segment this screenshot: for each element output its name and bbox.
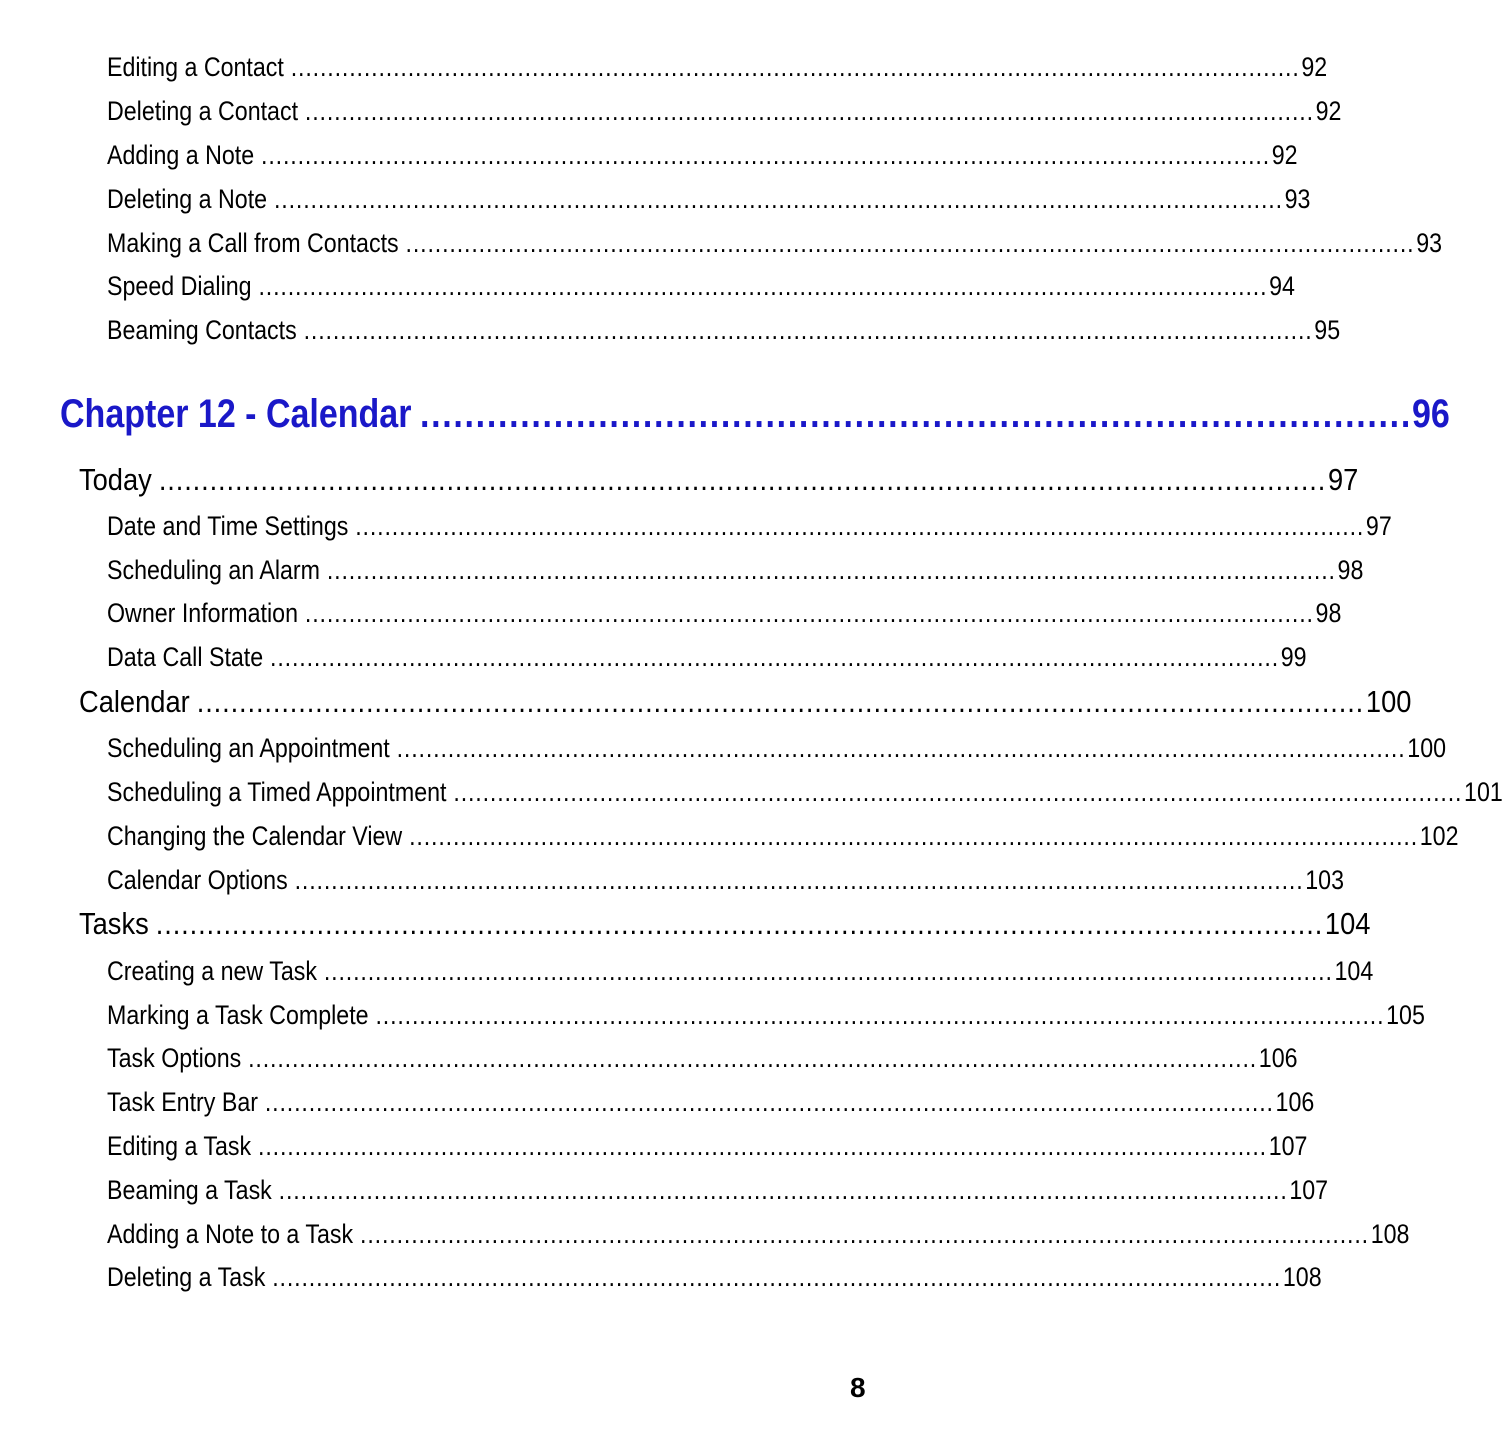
toc-entry-page: 107	[1268, 1131, 1308, 1161]
toc-entry-page: 107	[1289, 1175, 1329, 1205]
dot-leader: ..........................................................................................................................................	[270, 642, 1280, 672]
toc-entry[interactable]	[107, 821, 1459, 852]
toc-entry[interactable]	[107, 511, 1392, 542]
toc-entry-page: 94	[1269, 271, 1295, 301]
toc-entry[interactable]	[107, 1131, 1308, 1162]
toc-entry-page: 103	[1305, 865, 1345, 895]
toc-entry-label: Calendar Options	[107, 865, 288, 895]
toc-entry-label: Beaming Contacts	[107, 315, 297, 345]
toc-entry-label: Task Entry Bar	[107, 1087, 258, 1117]
toc-entry-label: Task Options	[107, 1043, 242, 1073]
toc-section-label: Today	[79, 462, 152, 497]
toc-entry[interactable]	[107, 1262, 1322, 1293]
toc-entry-label: Marking a Task Complete	[107, 1000, 369, 1030]
dot-leader: ..........................................................................................................................................	[248, 1043, 1258, 1073]
toc-section-page: 104	[1324, 906, 1371, 941]
toc-entry-label: Owner Information	[107, 598, 299, 628]
toc-entry[interactable]	[107, 271, 1295, 302]
toc-section-label: Tasks	[79, 906, 149, 941]
toc-entry-page: 106	[1275, 1087, 1315, 1117]
toc-entry[interactable]	[107, 1043, 1298, 1074]
toc-entry-page: 106	[1258, 1043, 1298, 1073]
dot-leader: ..........................................................................................................................................	[355, 511, 1365, 541]
dot-leader: ..........................................................................................................................................	[304, 96, 1314, 126]
dot-leader: ..........................................................................................................................................	[294, 865, 1304, 895]
toc-entry[interactable]	[107, 865, 1345, 896]
toc-entry[interactable]	[107, 555, 1364, 586]
toc-entry-label: Editing a Contact	[107, 52, 284, 82]
dot-leader: ..........................................................................................................................................	[158, 462, 1327, 497]
dot-leader: ..........................................................................................................................................	[453, 777, 1463, 807]
toc-entry-label: Deleting a Task	[107, 1262, 266, 1292]
toc-entry-label: Adding a Note to a Task	[107, 1219, 354, 1249]
dot-leader: ..........................................................................................................................................	[405, 228, 1415, 258]
toc-entry-label: Beaming a Task	[107, 1175, 272, 1205]
toc-entry-page: 93	[1284, 184, 1311, 214]
dot-leader: ..........................................................................................................................................	[375, 1000, 1385, 1030]
toc-entry-page: 105	[1386, 1000, 1425, 1030]
toc-entry-label: Editing a Task	[107, 1131, 252, 1161]
toc-entry-page: 102	[1419, 821, 1459, 851]
toc-entry[interactable]	[107, 96, 1342, 127]
dot-leader: ..........................................................................................................................................	[264, 1087, 1274, 1117]
toc-entry[interactable]	[107, 733, 1447, 764]
dot-leader: ..........................................................................................................................................	[409, 821, 1419, 851]
toc-section-tasks[interactable]	[79, 906, 1371, 942]
dot-leader: ..........................................................................................................................................	[258, 271, 1268, 301]
chapter-page: 96	[1411, 392, 1450, 436]
toc-entry-label: Changing the Calendar View	[107, 821, 403, 851]
toc-entry[interactable]	[107, 140, 1298, 171]
dot-leader: ..........................................................................................................................................	[396, 733, 1406, 763]
toc-entry-page: 92	[1315, 96, 1342, 126]
toc-entry-page: 100	[1407, 733, 1447, 763]
toc-entry[interactable]	[107, 1175, 1329, 1206]
dot-leader: ..........................................................................................................................................	[155, 906, 1324, 941]
toc-entry[interactable]	[107, 777, 1503, 808]
dot-leader: ..........................................................................................................................................	[323, 956, 1333, 986]
toc-entry[interactable]	[107, 52, 1328, 83]
dot-leader: ..........................................................................................................................................	[196, 684, 1365, 719]
toc-entry-label: Data Call State	[107, 642, 264, 672]
toc-entry[interactable]	[107, 315, 1341, 346]
toc-entry-page: 95	[1314, 315, 1341, 345]
dot-leader: ..........................................................................................................................................	[278, 1175, 1288, 1205]
toc-entry-page: 101	[1464, 777, 1503, 807]
toc-section-today[interactable]	[79, 462, 1359, 498]
dot-leader: ..........................................................................................................................................	[261, 140, 1271, 170]
toc-entry-page: 99	[1280, 642, 1307, 672]
toc-section-calendar[interactable]	[79, 684, 1412, 720]
toc-section-page: 97	[1327, 462, 1359, 497]
dot-leader: ..........................................................................................................................................	[303, 315, 1313, 345]
page-number: 8	[850, 1372, 866, 1403]
toc-entry[interactable]	[107, 1087, 1315, 1118]
toc-entry[interactable]	[107, 1219, 1410, 1250]
toc-entry-page: 97	[1365, 511, 1392, 541]
toc-entry-page: 108	[1370, 1219, 1410, 1249]
toc-entry-page: 104	[1334, 956, 1374, 986]
toc-entry-label: Making a Call from Contacts	[107, 228, 399, 258]
toc-entry-page: 93	[1416, 228, 1443, 258]
toc-entry[interactable]	[107, 1000, 1425, 1031]
toc-entry-page: 98	[1337, 555, 1364, 585]
toc-entry[interactable]	[107, 642, 1307, 673]
toc-entry[interactable]	[107, 228, 1443, 259]
toc-entry-label: Deleting a Contact	[107, 96, 299, 126]
toc-entry-label: Creating a new Task	[107, 956, 317, 986]
dot-leader: ..........................................................................................................................................	[273, 184, 1283, 214]
dot-leader: ..........................................................................................................................................	[258, 1131, 1267, 1161]
toc-section-label: Calendar	[79, 684, 190, 719]
chapter-heading[interactable]	[60, 392, 1450, 437]
toc-entry[interactable]	[107, 598, 1342, 629]
dot-leader: ..........................................................................................................................................	[360, 1219, 1369, 1249]
toc-entry-label: Adding a Note	[107, 140, 255, 170]
toc-entry-page: 108	[1282, 1262, 1322, 1292]
toc-entry-label: Date and Time Settings	[107, 511, 349, 541]
toc-entry-label: Scheduling an Appointment	[107, 733, 390, 763]
dot-leader: ..........................................................................................................................................	[304, 598, 1314, 628]
toc-entry-label: Scheduling an Alarm	[107, 555, 320, 585]
toc-entry-label: Speed Dialing	[107, 271, 252, 301]
toc-entry[interactable]	[107, 184, 1311, 215]
dot-leader: ..........................................................................................................................................	[290, 52, 1300, 82]
toc-entry-label: Deleting a Note	[107, 184, 268, 214]
chapter-title: Chapter 12 - Calendar	[60, 392, 412, 436]
toc-entry-page: 92	[1301, 52, 1328, 82]
toc-entry-page: 92	[1271, 140, 1298, 170]
dot-leader: ..........................................................................................................................................	[326, 555, 1336, 585]
dot-leader: ..........................................................................................................................................	[272, 1262, 1282, 1292]
toc-entry-label: Scheduling a Timed Appointment	[107, 777, 447, 807]
dot-leader: .........................................................................................	[419, 392, 1412, 436]
toc-entry-page: 98	[1315, 598, 1342, 628]
toc-section-page: 100	[1365, 684, 1412, 719]
toc-entry[interactable]	[107, 956, 1374, 987]
